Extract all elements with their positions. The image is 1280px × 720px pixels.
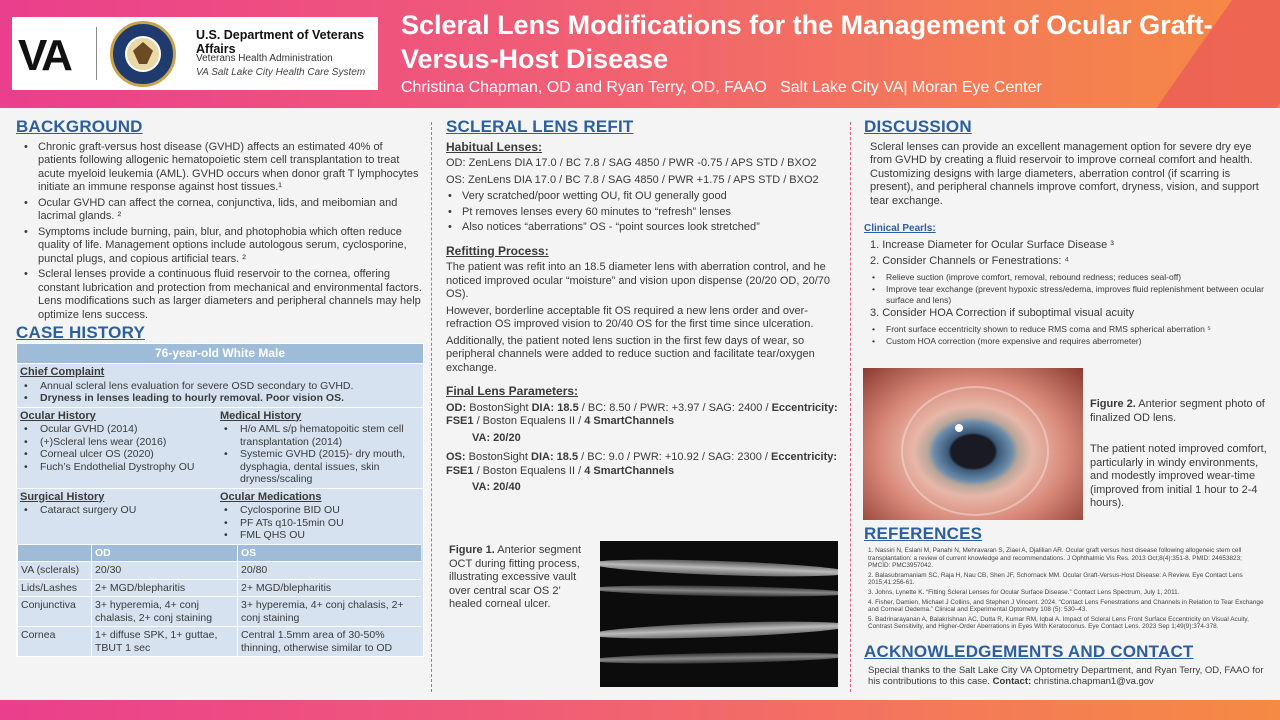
list-item: • FML QHS OU [240,529,416,542]
references-title: REFERENCES [864,524,983,543]
refitting-paragraph: The patient was refit into an 18.5 diameter lens with aberration control, and he noticed improved ocular “moisture” and vision upon dispense (20/20 OD, 20/70 OS). [446,261,830,300]
habitual-list [446,190,838,235]
column-divider [431,122,432,692]
chief-complaint: Chief Complaint • Annual scleral lens evaluation for severe OSD secondary to GVHD. • Dryness in lenses leading to hourly removal. Poor vision OS. [17,363,423,407]
exam-table [17,544,423,657]
list-item: • Custom HOA correction (more expensive and requires aberrometer) [886,336,1264,347]
reference-item: 2. Balasubramaniam SC, Raja H, Nau CB, Shen JF, Schornack MM. Ocular Graft-Versus-Host Disease: A Review. Eye Contact Lens 2015;41:256-61. [868,571,1243,587]
final-os-va: VA: 20/40 [472,481,521,493]
final-heading: Final Lens Parameters: [446,384,579,398]
footer-bar [0,700,1280,720]
list-item: • (+)Scleral lens wear (2016) [40,436,216,449]
table-cell: 1+ diffuse SPK, 1+ guttae, TBUT 1 sec [91,626,237,656]
oct-image [600,541,838,687]
table-cell: Cornea [17,626,91,656]
list-item: • Ocular GVHD can affect the cornea, conjunctiva, lids, and meibomian and lacrimal glands. ² [38,197,424,224]
habitual-od: OD: ZenLens DIA 17.0 / BC 7.8 / SAG 4850 / PWR -0.75 / APS STD / BXO2 [446,157,817,169]
list-item: • Cyclosporine BID OU [240,504,416,517]
list-item: • H/o AML s/p hematopoitic stem cell transplantation (2014) [240,423,416,448]
reference-item: 5. Badrinarayanan A, Balakrishnan AC, Dutta R, Kumar RM, Iqbal A. Impact of Scleral Lens Front Surface Eccentricity on Visual Acuity, Contrast Sensitivity, and Higher-Order Aberrations in Eyes With Keratoconus. Eye Contact Lens. 2023 Sep 1;49(9):374-378. [868,615,1249,631]
pearl-1: 1. Increase Diameter for Ocular Surface Disease ³ [870,238,1114,251]
list-item: • Very scratched/poor wetting OU, fit OU generally good [462,190,838,204]
acknowledgements-section [864,642,1264,690]
list-item: • Also notices “aberrations” OS - “point sources look stretched” [462,221,838,235]
list-item: • Scleral lenses provide a continuous fluid reservoir to the cornea, offering constant lubrication and protection from mechanical and environmental factors. Lens modifications such as larger diameters and peripheral channels may help optimize lens success. [38,268,424,322]
references-list [864,547,1264,631]
middle-column [446,117,838,498]
list-item: • Cataract surgery OU [40,504,216,517]
table-cell: 20/30 [91,561,237,579]
history-row [17,407,423,488]
exam-header: OS [237,544,421,562]
pearl-2-list [864,272,1264,306]
table-cell: 20/80 [237,561,421,579]
va-seal-icon [110,21,176,87]
figure2-caption: Figure 2. Anterior segment photo of finalized OD lens. [1090,398,1265,424]
table-cell: Lids/Lashes [17,579,91,597]
refitting-paragraph: Additionally, the patient noted lens suction in the first few days of wear, so peripheral channels were added to reduce suction and facilitate tear/oxygen exchange. [446,334,815,374]
patient-header: 76-year-old White Male [17,344,423,364]
column-divider [850,122,851,692]
logo-site: VA Salt Lake City Health Care System [196,67,366,78]
acknowledgements-text: Special thanks to the Salt Lake City VA Optometry Department, and Ryan Terry, OD, FAAO for his contributions to this case. Contact: christina.chapman1@va.gov [868,665,1264,687]
medical-history: Medical History • H/o AML s/p hematopoitic stem cell transplantation (2014) • Systemic GVHD (2015)- dry mouth, dysphagia, dental issues, skin dryness/scaling [220,410,420,486]
ocular-history: Ocular History • Ocular GVHD (2014) • (+)Scleral lens wear (2016) • Corneal ulcer OS (2020) • Fuch’s Endothelial Dystrophy OU [20,410,220,486]
table-cell: 3+ hyperemia, 4+ conj chalasis, 2+ conj staining [91,596,237,626]
discussion-text: Scleral lenses can provide an excellent management option for severe dry eye from GVHD by creating a fluid reservoir to improve corneal comfort and health. Customizing designs with large diameters, aberration control (if scarring is present), and peripheral channels improve comfort, dryness, vision, and support tear exchange. [870,140,1259,207]
list-item: • PF ATs q10-15min OU [240,517,416,530]
list-item: • Symptoms include burning, pain, blur, and photophobia which often reduce quality of life. Management options include autologous serum, cyclosporine, punctal plugs, and copious artificial tears. ² [38,226,424,267]
discussion-title: DISCUSSION [864,117,972,136]
references-section [864,524,1264,633]
poster-authors: Christina Chapman, OD and Ryan Terry, OD, FAAO Salt Lake City VA| Moran Eye Center [401,79,1042,96]
reference-item: 3. Johns, Lynette K. “Fitting Scleral Lenses for Ocular Surface Disease.” Contact Lens Spectrum, July 1, 2011. [868,588,1180,596]
table-cell: 2+ MGD/blepharitis [91,579,237,597]
pearls-heading: Clinical Pearls: [864,223,936,234]
habitual-heading: Habitual Lenses: [446,139,543,154]
final-os: OS: BostonSight DIA: 18.5 / BC: 9.0 / PWR: +10.92 / SAG: 2300 / Eccentricity: FSE1 / Boston Equalens II / 4 SmartChannels [446,451,838,477]
va-logo [12,17,378,90]
habitual-os: OS: ZenLens DIA 17.0 / BC 7.8 / SAG 4850 / PWR +1.75 / APS STD / BXO2 [446,173,819,186]
figure1-caption: Figure 1. Anterior segment OCT during fitting process, illustrating excessive vault over central scar OS 2’ healed corneal ulcer. [449,544,582,610]
outcome-text: The patient noted improved comfort, particularly in windy environments, and modestly improved wear-time (improved from initial 1 hour to 2-4 hours). [1090,443,1267,509]
poster-header [0,0,1280,108]
list-item: • Corneal ulcer OS (2020) [40,448,216,461]
refitting-heading: Refitting Process: [446,243,549,258]
exam-header: OD [91,544,237,562]
final-od-va: VA: 20/20 [472,431,521,444]
eye-photo [863,368,1083,520]
list-item: • Front surface eccentricity shown to reduce RMS coma and RMS spherical aberration ⁵ [886,324,1264,335]
left-column [16,117,424,657]
list-item: • Dryness in lenses leading to hourly removal. Poor vision OS. [40,392,420,405]
table-cell: 3+ hyperemia, 4+ conj chalasis, 2+ conj staining [237,596,421,626]
acknowledgements-title: ACKNOWLEDGEMENTS AND CONTACT [864,642,1194,661]
case-history-title: CASE HISTORY [16,323,145,342]
list-item: • Annual scleral lens evaluation for severe OSD secondary to GVHD. [40,380,420,393]
list-item: • Improve tear exchange (prevent hypoxic stress/edema, improves fluid replenishment between ocular surface and lens) [886,284,1264,305]
ocular-medications: Ocular Medications • Cyclosporine BID OU • PF ATs q10-15min OU • FML QHS OU [220,491,420,542]
list-item: • Ocular GVHD (2014) [40,423,216,436]
final-od: OD: BostonSight DIA: 18.5 / BC: 8.50 / PWR: +3.97 / SAG: 2400 / Eccentricity: FSE1 / Boston Equalens II / 4 SmartChannels [446,401,838,427]
exam-header [17,544,91,562]
background-title: BACKGROUND [16,117,143,136]
table-cell: Central 1.5mm area of 30-50% thinning, otherwise similar to OD [237,626,421,656]
table-cell: 2+ MGD/blepharitis [237,579,421,597]
case-table [16,343,424,658]
list-item: • Relieve suction (improve comfort, removal, rebound redness; reduces seal-off) [886,272,1264,283]
surgical-history: Surgical History • Cataract surgery OU [20,491,220,542]
surgery-meds-row [17,488,423,544]
list-item: • Pt removes lenses every 60 minutes to “refresh” lenses [462,206,838,220]
table-cell: Conjunctiva [17,596,91,626]
reference-item: 4. Fisher, Damien, Michael J Collins, and Stephen J Vincent. 2024. “Contact Lens Fenestrations and Channels in Relation to Tear Exchange and Corneal Oedema.” Clinical and Experimental Optometry 108 (5): 530–43. [868,598,1264,614]
background-list [16,141,424,323]
refitting-paragraph: However, borderline acceptable fit OS required a new lens order and over-refraction OS improved vision to 20/40 OS for the first time since ulceration. [446,304,814,330]
list-item: • Chronic graft-versus host disease (GVHD) affects an estimated 40% of patients following allogenic hematopoietic stem cell transplantation to treat acute myeloid leukemia (AML). GVHD occurs when donor graft T lymphocytes initiate an immune response against host tissues.¹ [38,141,424,195]
pearl-3-list [864,324,1264,347]
logo-dept: U.S. Department of Veterans Affairs [196,28,365,56]
table-cell: VA (sclerals) [17,561,91,579]
logo-vha: Veterans Health Administration [196,53,333,64]
list-item: • Systemic GVHD (2015)- dry mouth, dysphagia, dental issues, skin dryness/scaling [240,448,416,486]
reference-item: 1. Nassiri N, Eslani M, Panahi N, Mehravaran S, Ziaei A, Djalilian AR. Ocular graft versus host disease following allogeneic stem cell transplantation: a review of current knowledge and recommendations. J Ophthalmic Vis Res. 2013 Oct;8(4):351-8. PMID: 24653823; PMCID: PMC3957042. [868,547,1242,570]
right-column [864,117,1264,349]
poster-title: Scleral Lens Modifications for the Management of Ocular Graft-Versus-Host Disease [401,10,1213,74]
refit-title: SCLERAL LENS REFIT [446,117,634,136]
logo-va-text: VA [18,31,70,80]
list-item: • Fuch’s Endothelial Dystrophy OU [40,461,216,474]
pearl-2: 2. Consider Channels or Fenestrations: ⁴ [870,255,1070,267]
pearl-3: 3. Consider HOA Correction if suboptimal visual acuity [870,307,1135,319]
